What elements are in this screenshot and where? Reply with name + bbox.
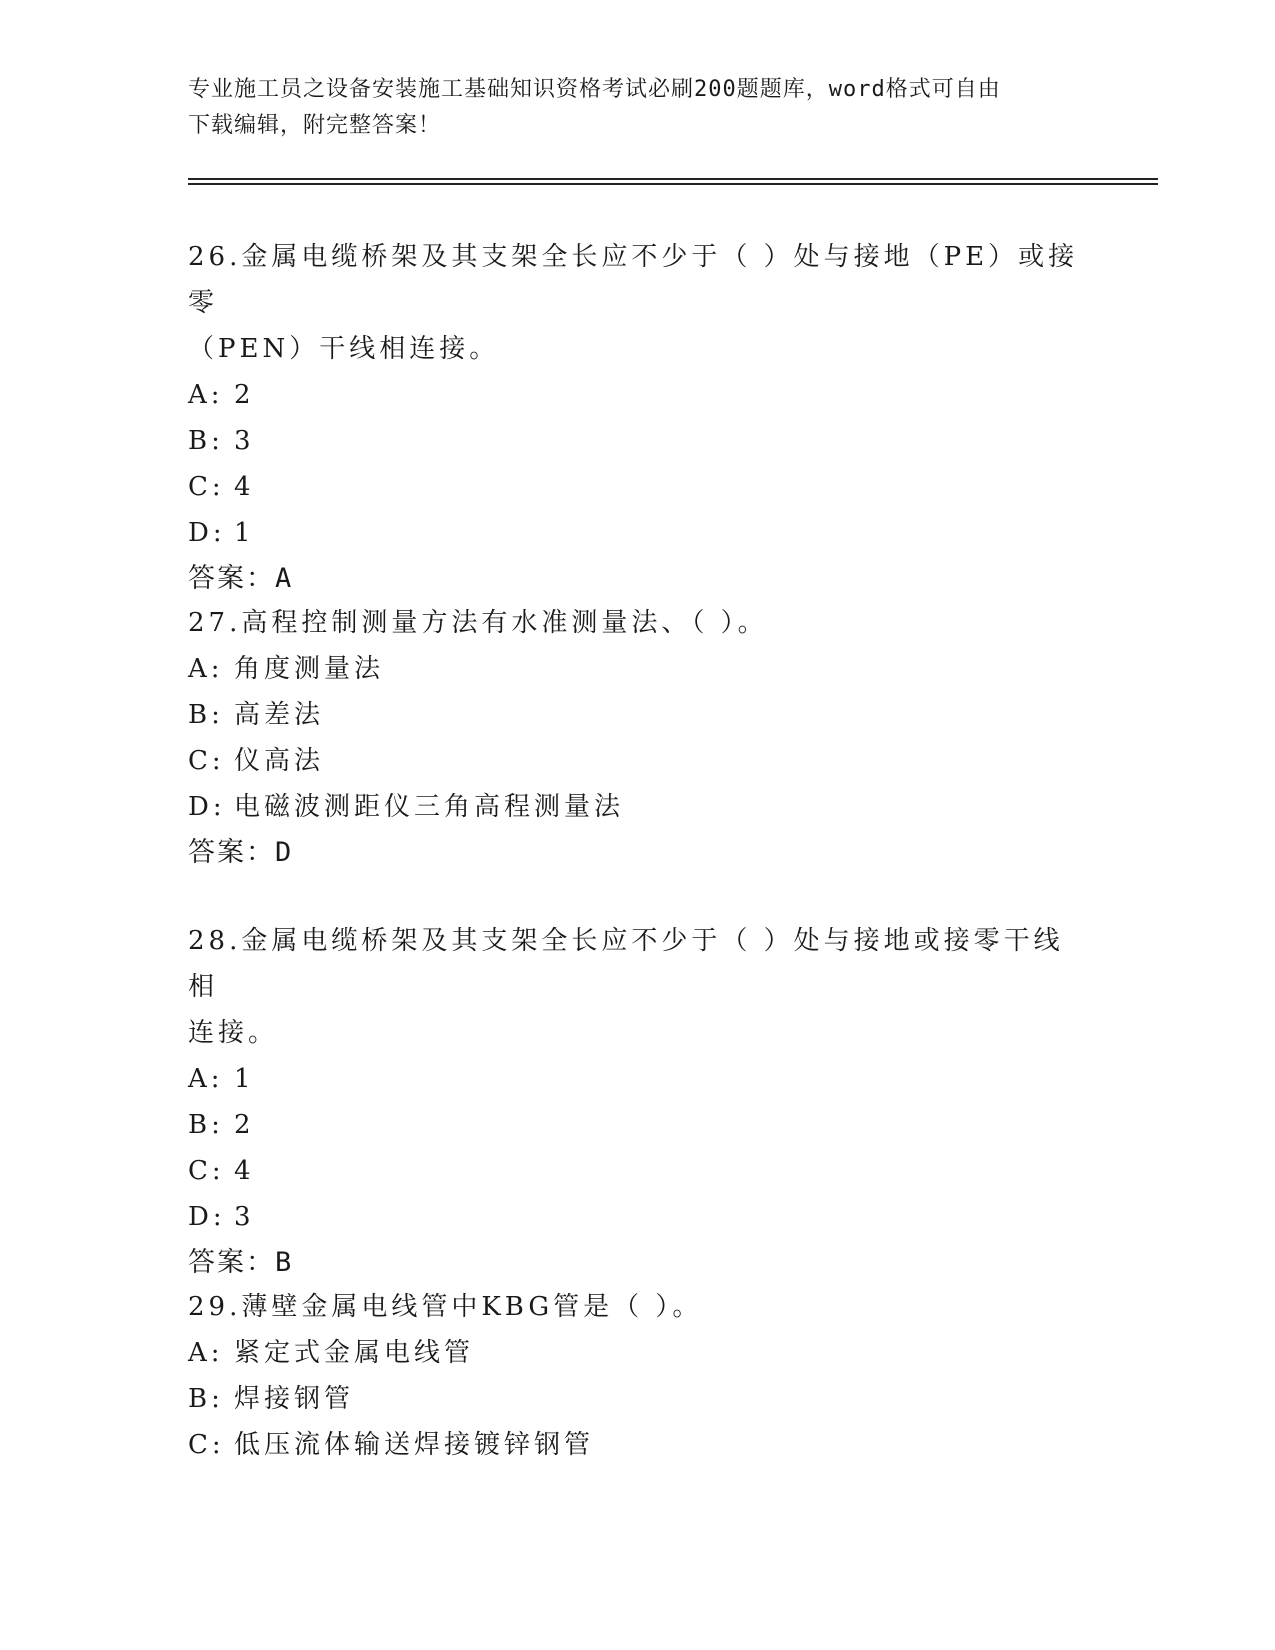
option-d (188, 784, 1088, 830)
question-stem-line: 26.金属电缆桥架及其支架全长应不少于（ ）处与接地（PE）或接零 (188, 242, 1079, 318)
option-letter: D: (188, 1202, 226, 1232)
option-c (188, 464, 1088, 510)
option-c (188, 1148, 1088, 1194)
option-text: 4 (234, 1156, 255, 1186)
option-letter: B: (188, 1384, 224, 1414)
question-29 (188, 1284, 1088, 1468)
option-d (188, 1194, 1088, 1240)
option-text: 2 (234, 380, 255, 410)
option-text: 4 (234, 472, 255, 502)
option-text: 高差法 (234, 700, 325, 730)
option-letter: B: (188, 700, 224, 730)
option-text: 3 (234, 1202, 255, 1232)
option-c (188, 738, 1088, 784)
option-text: 紧定式金属电线管 (234, 1338, 475, 1368)
option-letter: B: (188, 426, 224, 456)
answer-line: 答案：D (188, 837, 294, 868)
option-letter: C: (188, 1156, 225, 1186)
question-stem (188, 234, 1088, 372)
option-b (188, 1376, 1088, 1422)
option-letter: A: (188, 654, 224, 684)
option-text: 仪高法 (234, 746, 325, 776)
question-stem-line: 27.高程控制测量方法有水准测量法、（ ）。 (188, 608, 768, 638)
option-c (188, 1422, 1088, 1468)
option-text: 1 (234, 518, 255, 548)
option-a (188, 646, 1088, 692)
question-stem-line: 连接。 (188, 1018, 279, 1048)
option-letter: C: (188, 472, 225, 502)
option-a (188, 372, 1088, 418)
option-b (188, 1102, 1088, 1148)
option-text: 角度测量法 (234, 654, 385, 684)
option-text: 1 (234, 1064, 255, 1094)
header-divider-top (188, 178, 1158, 180)
header-line-2: 下载编辑，附完整答案！ (188, 113, 442, 138)
question-26 (188, 234, 1088, 602)
option-letter: D: (188, 792, 226, 822)
option-b (188, 692, 1088, 738)
option-text: 2 (234, 1110, 255, 1140)
question-28 (188, 918, 1088, 1286)
option-text: 焊接钢管 (234, 1384, 355, 1414)
document-header (188, 72, 1088, 144)
option-letter: A: (188, 1064, 224, 1094)
question-stem-line: 28.金属电缆桥架及其支架全长应不少于（ ）处与接地或接零干线相 (188, 926, 1064, 1002)
option-letter: B: (188, 1110, 224, 1140)
option-letter: A: (188, 1338, 224, 1368)
option-d (188, 510, 1088, 556)
option-b (188, 418, 1088, 464)
option-a (188, 1330, 1088, 1376)
option-a (188, 1056, 1088, 1102)
question-stem-line: 29.薄壁金属电线管中KBG管是（ ）。 (188, 1292, 703, 1322)
question-stem (188, 918, 1088, 1056)
option-letter: C: (188, 1430, 225, 1460)
option-text: 电磁波测距仪三角高程测量法 (234, 792, 625, 822)
option-text: 3 (234, 426, 255, 456)
question-stem (188, 600, 1088, 646)
question-stem (188, 1284, 1088, 1330)
header-line-1: 专业施工员之设备安装施工基础知识资格考试必刷200题题库，word格式可自由 (188, 77, 1001, 102)
option-letter: A: (188, 380, 224, 410)
option-letter: D: (188, 518, 226, 548)
question-27 (188, 600, 1088, 876)
answer-line: 答案：B (188, 1247, 294, 1278)
question-stem-line: （PEN）干线相连接。 (188, 334, 500, 364)
header-divider-bottom (188, 183, 1158, 185)
option-text: 低压流体输送焊接镀锌钢管 (234, 1430, 595, 1460)
option-letter: C: (188, 746, 225, 776)
answer-line: 答案：A (188, 563, 294, 594)
